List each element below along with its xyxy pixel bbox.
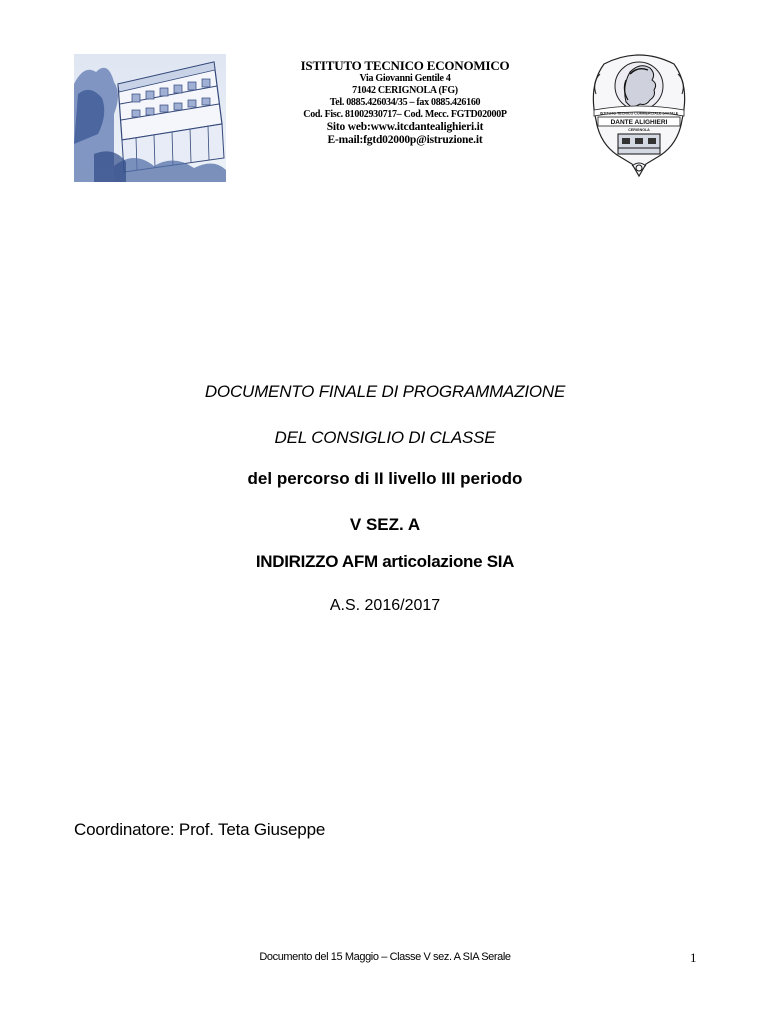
letterhead [250,58,560,148]
document-title-line1: DOCUMENTO FINALE DI PROGRAMMAZIONE [204,382,566,401]
page-number: 1 [690,950,697,965]
document-title-line2: DEL CONSIGLIO DI CLASSE [274,428,496,447]
svg-text:DANTE ALIGHIERI: DANTE ALIGHIERI [610,119,668,126]
svg-text:CERIGNOLA: CERIGNOLA [628,128,650,132]
page-footer: Documento del 15 Maggio – Classe V sez. A SIA Serale [259,951,511,963]
school-year: A.S. 2016/2017 [329,597,441,614]
school-building-icon [74,54,226,182]
school-website: Sito web:www.itcdantealighieri.it [326,120,484,133]
coordinator: Coordinatore: Prof. Teta Giuseppe [74,820,326,839]
course-track: INDIRIZZO AFM articolazione SIA [255,552,515,571]
school-email: E-mail:fgtd02000p@istruzione.it [327,134,483,147]
document-subtitle: del percorso di II livello III periodo [247,469,523,488]
school-phone: Tel. 0885.426034/35 – fax 0885.426160 [329,96,481,108]
class-section: V SEZ. A [349,515,421,534]
school-address: Via Giovanni Gentile 4 [359,73,451,85]
school-name: ISTITUTO TECNICO ECONOMICO [300,58,510,73]
school-city: 71042 CERIGNOLA (FG) [352,85,458,97]
svg-text:ISTITUTO TECNICO COMMERCIALE S: ISTITUTO TECNICO COMMERCIALE STATALE [599,111,679,116]
dante-alighieri-seal-icon [586,50,692,178]
school-codes: Cod. Fisc. 81002930717– Cod. Mecc. FGTD02000P [303,108,507,120]
